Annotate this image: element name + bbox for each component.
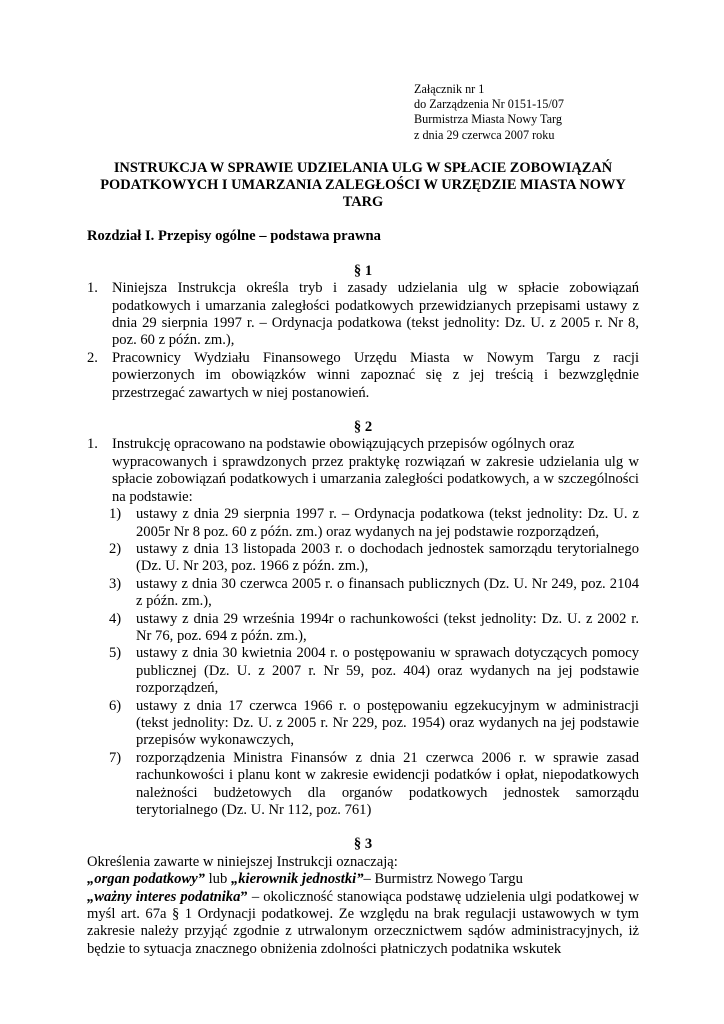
definition-text: – okoliczność stanowiąca podstawę udzielenia ulgi podatkowej w myśl art. 67a § 1 Ordynacji podatkowej. Ze względu na brak regulacji ustawowych w tym zakresie należy przyjąć zgodnie z utrwalonym orzecznictwem sądów administracyjnych, iż będzie to sytuacja znacznego obniżenia zdolności płatniczych podatnika wskutek [87,888,639,957]
section-1-item [87,280,639,350]
legal-basis-item [109,698,639,750]
definition-important-interest [87,889,639,959]
item-text: Instrukcję opracowano na podstawie obowiązujących przepisów ogólnych oraz [112,436,575,453]
subitem-number: 7) [109,749,122,766]
section-1-item [87,350,639,402]
legal-basis-item [109,541,639,576]
defined-term: „organ podatkowy” [87,871,205,888]
item-number: 1. [87,280,98,297]
definitions-intro: Określenia zawarte w niniejszej Instrukcji oznaczają: [87,853,398,870]
definition-organ [87,871,639,888]
item-number: 2. [87,349,98,366]
legal-basis-item [109,645,639,697]
subitem-number: 2) [109,540,122,557]
legal-basis-item [109,611,639,646]
subitem-text: rozporządzenia Ministra Finansów z dnia 21 czerwca 2006 r. w sprawie zasad rachunkowości i planu kont w zakresie ewidencji podatków i opłat, niepodatkowych należności budżetowych dla organów podatkowych jednostek samorządu terytorialnego (Dz. U. Nr 112, poz. 761) [136,749,639,819]
item-text: Pracownicy Wydziału Finansowego Urzędu Miasta w Nowym Targu z racji powierzonych im obowiązków winni zapoznać się z jej treścią i bezwzględnie przestrzegać zawartych w niej postanowień. [112,349,639,401]
definition-text: – Burmistrz Nowego Targu [363,871,523,888]
defined-term: „kierownik jednostki” [230,871,364,888]
annex-line: Burmistrza Miasta Nowy Targ [414,112,562,127]
annex-line: z dnia 29 czerwca 2007 roku [414,127,555,142]
closing-quote: ” [240,888,248,905]
annex-note [414,82,639,143]
item-number: 1. [87,436,98,453]
subitem-number: 3) [109,575,122,592]
subitem-text: ustawy z dnia 29 sierpnia 1997 r. – Ordynacja podatkowa (tekst jednolity: Dz. U. z 2005r Nr 8 poz. 60 z późn. zm.) oraz wydanych na jej podstawie rozporządzeń, [136,506,639,540]
subitem-text: ustawy z dnia 29 września 1994r o rachunkowości (tekst jednolity: Dz. U. z 2002 r. Nr 76, poz. 694 z późn. zm.), [136,610,639,644]
section-2-item [87,436,639,453]
legal-basis-item [109,506,639,541]
section-2-intro: wypracowanych i sprawdzonych przez praktykę rozwiązań w zakresie udzielania ulg w spłacie zobowiązań podatkowych i umarzania zaległości podatkowych, a w szczególności na podstawie: [112,453,639,505]
subitem-number: 5) [109,645,122,662]
subitem-text: ustawy z dnia 17 czerwca 1966 r. o postępowaniu egzekucyjnym w administracji (tekst jednolity: Dz. U. z 2005 r. Nr 229, poz. 1954) oraz wydanych na jej podstawie przepisów wykonawczych, [136,697,639,749]
subitem-number: 6) [109,697,122,714]
connector-text: lub [204,871,231,888]
annex-line: do Zarządzenia Nr 0151-15/07 [414,97,564,112]
subitem-text: ustawy z dnia 30 czerwca 2005 r. o finansach publicznych (Dz. U. Nr 249, poz. 2104 z późn. zm.), [136,575,639,610]
subitem-number: 4) [109,610,122,627]
legal-basis-item [109,750,639,820]
chapter-heading: Rozdział I. Przepisy ogólne – podstawa prawna [87,228,381,245]
section-1-heading: § 1 [353,262,373,279]
subitem-text: ustawy z dnia 13 listopada 2003 r. o dochodach jednostek samorządu terytorialnego (Dz. U. Nr 203, poz. 1966 z późn. zm.), [136,540,639,575]
document-title: INSTRUKCJA W SPRAWIE UDZIELANIA ULG W SPŁACIE ZOBOWIĄZAŃ PODATKOWYCH I UMARZANIA ZALEGŁOŚCI W URZĘDZIE MIASTA NOWY TARG [100,159,626,211]
document-page [87,82,639,958]
subitem-text: ustawy z dnia 30 kwietnia 2004 r. o postępowaniu w sprawach dotyczących pomocy publicznej (Dz. U. z 2007 r. Nr 59, poz. 404) oraz wydanych na jej podstawie rozporządzeń, [136,645,639,697]
legal-basis-item [109,576,639,611]
annex-line: Załącznik nr 1 [414,82,485,96]
section-3-heading: § 3 [353,836,373,853]
item-text: Niniejsza Instrukcja określa tryb i zasady udzielania ulg w spłacie zobowiązań podatkowych i umarzania zaległości podatkowych przewidzianych przepisami ustawy z dnia 29 sierpnia 1997 r. – Ordynacja podatkowa (tekst jednolity: Dz. U. z 2005 r. Nr 8, poz. 60 z późn. zm.), [112,280,639,349]
section-2-heading: § 2 [353,419,373,436]
subitem-number: 1) [109,506,122,523]
defined-term: „ważny interes podatnika [87,888,241,905]
